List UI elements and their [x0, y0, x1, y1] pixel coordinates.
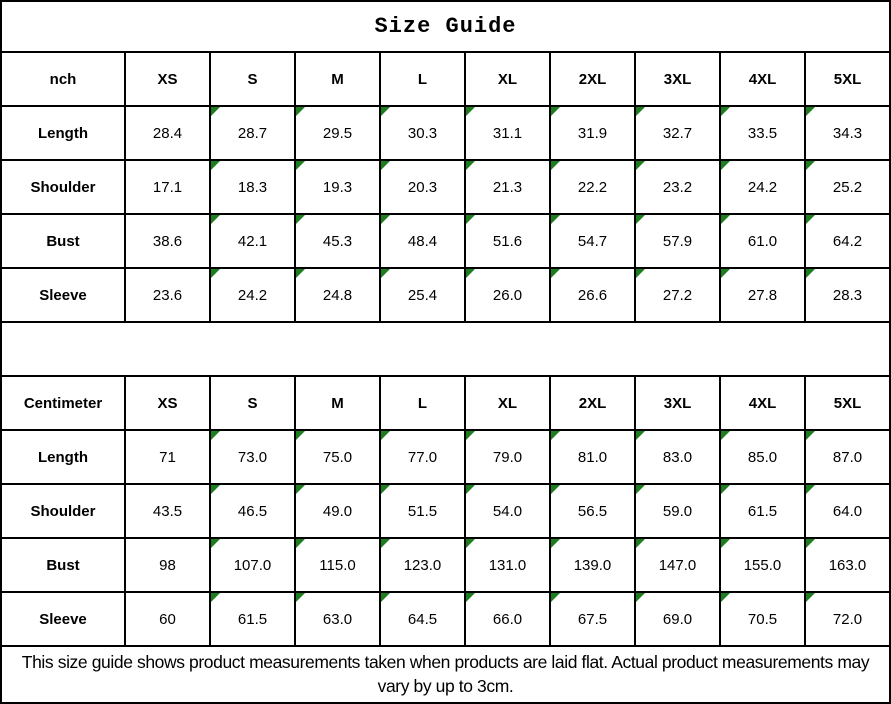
value-cell: 25.4 [381, 269, 466, 321]
cell-corner-marker-icon [381, 161, 390, 170]
table-separator [2, 323, 889, 377]
value-cell: 107.0 [211, 539, 296, 591]
value-cell: 25.2 [806, 161, 889, 213]
cell-corner-marker-icon [636, 539, 645, 548]
value-cell: 139.0 [551, 539, 636, 591]
size-header-cell: 3XL [636, 53, 721, 105]
cell-corner-marker-icon [296, 593, 305, 602]
cell-corner-marker-icon [296, 485, 305, 494]
cell-corner-marker-icon [551, 485, 560, 494]
value-cell: 24.8 [296, 269, 381, 321]
row-label-cell: Shoulder [2, 485, 126, 537]
value-cell: 69.0 [636, 593, 721, 645]
value-cell: 59.0 [636, 485, 721, 537]
cell-corner-marker-icon [466, 539, 475, 548]
value-cell: 64.5 [381, 593, 466, 645]
cell-corner-marker-icon [806, 107, 815, 116]
value-cell: 38.6 [126, 215, 211, 267]
value-cell: 72.0 [806, 593, 889, 645]
size-header-row [2, 53, 889, 107]
cell-corner-marker-icon [466, 485, 475, 494]
measurement-row [2, 539, 889, 593]
value-cell: 51.6 [466, 215, 551, 267]
value-cell: 115.0 [296, 539, 381, 591]
value-cell: 75.0 [296, 431, 381, 483]
cell-corner-marker-icon [806, 539, 815, 548]
value-cell: 45.3 [296, 215, 381, 267]
cell-corner-marker-icon [721, 215, 730, 224]
value-cell: 26.6 [551, 269, 636, 321]
value-cell: 73.0 [211, 431, 296, 483]
cell-corner-marker-icon [211, 215, 220, 224]
value-cell: 28.3 [806, 269, 889, 321]
size-header-cell: L [381, 377, 466, 429]
value-cell: 70.5 [721, 593, 806, 645]
cell-corner-marker-icon [211, 107, 220, 116]
size-header-row [2, 377, 889, 431]
cell-corner-marker-icon [296, 539, 305, 548]
cell-corner-marker-icon [211, 539, 220, 548]
unit-label-cell: nch [2, 53, 126, 105]
size-header-cell: XS [126, 53, 211, 105]
value-cell: 57.9 [636, 215, 721, 267]
size-header-cell: 2XL [551, 53, 636, 105]
value-cell: 155.0 [721, 539, 806, 591]
measurement-row [2, 269, 889, 323]
value-cell: 66.0 [466, 593, 551, 645]
value-cell: 23.6 [126, 269, 211, 321]
measurement-row [2, 107, 889, 161]
cell-corner-marker-icon [466, 161, 475, 170]
cell-corner-marker-icon [721, 539, 730, 548]
value-cell: 46.5 [211, 485, 296, 537]
cell-corner-marker-icon [551, 107, 560, 116]
cell-corner-marker-icon [466, 107, 475, 116]
cell-corner-marker-icon [806, 215, 815, 224]
title-row [2, 2, 889, 53]
cell-corner-marker-icon [551, 215, 560, 224]
cell-corner-marker-icon [551, 593, 560, 602]
value-cell: 32.7 [636, 107, 721, 159]
cell-corner-marker-icon [636, 161, 645, 170]
page-title: Size Guide [374, 14, 517, 39]
cell-corner-marker-icon [381, 269, 390, 278]
cell-corner-marker-icon [296, 431, 305, 440]
cell-corner-marker-icon [721, 107, 730, 116]
inch-size-table [2, 53, 889, 323]
value-cell: 17.1 [126, 161, 211, 213]
value-cell: 83.0 [636, 431, 721, 483]
cell-corner-marker-icon [381, 539, 390, 548]
value-cell: 31.1 [466, 107, 551, 159]
row-label-cell: Length [2, 107, 126, 159]
value-cell: 77.0 [381, 431, 466, 483]
cell-corner-marker-icon [551, 269, 560, 278]
value-cell: 28.7 [211, 107, 296, 159]
value-cell: 56.5 [551, 485, 636, 537]
cell-corner-marker-icon [806, 161, 815, 170]
size-header-cell: 4XL [721, 53, 806, 105]
cell-corner-marker-icon [806, 269, 815, 278]
cell-corner-marker-icon [636, 107, 645, 116]
value-cell: 34.3 [806, 107, 889, 159]
value-cell: 147.0 [636, 539, 721, 591]
value-cell: 163.0 [806, 539, 889, 591]
size-header-cell: L [381, 53, 466, 105]
cell-corner-marker-icon [721, 431, 730, 440]
value-cell: 31.9 [551, 107, 636, 159]
row-label-cell: Shoulder [2, 161, 126, 213]
value-cell: 85.0 [721, 431, 806, 483]
cell-corner-marker-icon [806, 431, 815, 440]
size-header-cell: 5XL [833, 70, 862, 88]
cell-corner-marker-icon [636, 593, 645, 602]
value-cell: 21.3 [466, 161, 551, 213]
measurement-row [2, 215, 889, 269]
value-cell: 64.2 [806, 215, 889, 267]
size-header-cell: 5XL [833, 394, 862, 412]
size-header-cell: S [211, 377, 296, 429]
cell-corner-marker-icon [466, 269, 475, 278]
value-cell: 33.5 [721, 107, 806, 159]
value-cell: 27.8 [721, 269, 806, 321]
cell-corner-marker-icon [466, 215, 475, 224]
value-cell: 28.4 [126, 107, 211, 159]
row-label-cell: Sleeve [2, 269, 126, 321]
size-header-cell: XL [466, 377, 551, 429]
size-header-cell: XS [126, 377, 211, 429]
cell-corner-marker-icon [381, 215, 390, 224]
value-cell: 61.5 [211, 593, 296, 645]
size-header-cell: 2XL [551, 377, 636, 429]
cell-corner-marker-icon [636, 485, 645, 494]
value-cell: 18.3 [211, 161, 296, 213]
size-header-cell: M [296, 377, 381, 429]
cell-corner-marker-icon [381, 107, 390, 116]
value-cell: 48.4 [381, 215, 466, 267]
value-cell: 67.5 [551, 593, 636, 645]
centimeter-size-table [2, 377, 889, 647]
value-cell: 24.2 [721, 161, 806, 213]
cell-corner-marker-icon [466, 431, 475, 440]
value-cell: 87.0 [806, 431, 889, 483]
value-cell: 131.0 [466, 539, 551, 591]
row-label-cell: Bust [2, 539, 126, 591]
footer-note [2, 647, 889, 702]
value-cell: 54.7 [551, 215, 636, 267]
cell-corner-marker-icon [211, 161, 220, 170]
cell-corner-marker-icon [721, 593, 730, 602]
cell-corner-marker-icon [211, 269, 220, 278]
cell-corner-marker-icon [466, 593, 475, 602]
cell-corner-marker-icon [721, 485, 730, 494]
cell-corner-marker-icon [721, 161, 730, 170]
value-cell: 30.3 [381, 107, 466, 159]
row-label-cell: Length [2, 431, 126, 483]
value-cell: 51.5 [381, 485, 466, 537]
cell-corner-marker-icon [806, 593, 815, 602]
value-cell: 20.3 [381, 161, 466, 213]
measurement-row [2, 431, 889, 485]
value-cell: 79.0 [466, 431, 551, 483]
value-cell: 42.1 [211, 215, 296, 267]
value-cell: 64.0 [806, 485, 889, 537]
value-cell: 61.0 [721, 215, 806, 267]
cell-corner-marker-icon [551, 161, 560, 170]
value-cell: 71 [126, 431, 211, 483]
value-cell: 24.2 [211, 269, 296, 321]
cell-corner-marker-icon [296, 215, 305, 224]
size-header-cell: M [296, 53, 381, 105]
size-header-cell: 4XL [721, 377, 806, 429]
size-header-cell: XL [466, 53, 551, 105]
cell-corner-marker-icon [211, 431, 220, 440]
value-cell: 61.5 [721, 485, 806, 537]
row-label-cell: Sleeve [2, 593, 126, 645]
value-cell: 23.2 [636, 161, 721, 213]
footer-note-text: This size guide shows product measurements taken when products are laid flat. Actual product measurements may vary by up to 3cm. [21, 651, 870, 696]
value-cell: 54.0 [466, 485, 551, 537]
cell-corner-marker-icon [211, 593, 220, 602]
size-header-cell: S [211, 53, 296, 105]
cell-corner-marker-icon [551, 539, 560, 548]
cell-corner-marker-icon [296, 269, 305, 278]
cell-corner-marker-icon [381, 485, 390, 494]
cell-corner-marker-icon [636, 269, 645, 278]
size-header-cell: 3XL [636, 377, 721, 429]
value-cell: 63.0 [296, 593, 381, 645]
value-cell: 29.5 [296, 107, 381, 159]
unit-label-cell: Centimeter [2, 377, 126, 429]
measurement-row [2, 161, 889, 215]
cell-corner-marker-icon [806, 485, 815, 494]
value-cell: 19.3 [296, 161, 381, 213]
cell-corner-marker-icon [551, 431, 560, 440]
cell-corner-marker-icon [296, 107, 305, 116]
value-cell: 49.0 [296, 485, 381, 537]
row-label-cell: Bust [2, 215, 126, 267]
value-cell: 60 [126, 593, 211, 645]
measurement-row [2, 485, 889, 539]
cell-corner-marker-icon [636, 431, 645, 440]
cell-corner-marker-icon [636, 215, 645, 224]
value-cell: 98 [126, 539, 211, 591]
value-cell: 26.0 [466, 269, 551, 321]
cell-corner-marker-icon [381, 593, 390, 602]
value-cell: 43.5 [126, 485, 211, 537]
cell-corner-marker-icon [211, 485, 220, 494]
cell-corner-marker-icon [296, 161, 305, 170]
cell-corner-marker-icon [381, 431, 390, 440]
value-cell: 81.0 [551, 431, 636, 483]
value-cell: 27.2 [636, 269, 721, 321]
measurement-row [2, 593, 889, 647]
cell-corner-marker-icon [721, 269, 730, 278]
value-cell: 123.0 [381, 539, 466, 591]
value-cell: 22.2 [551, 161, 636, 213]
